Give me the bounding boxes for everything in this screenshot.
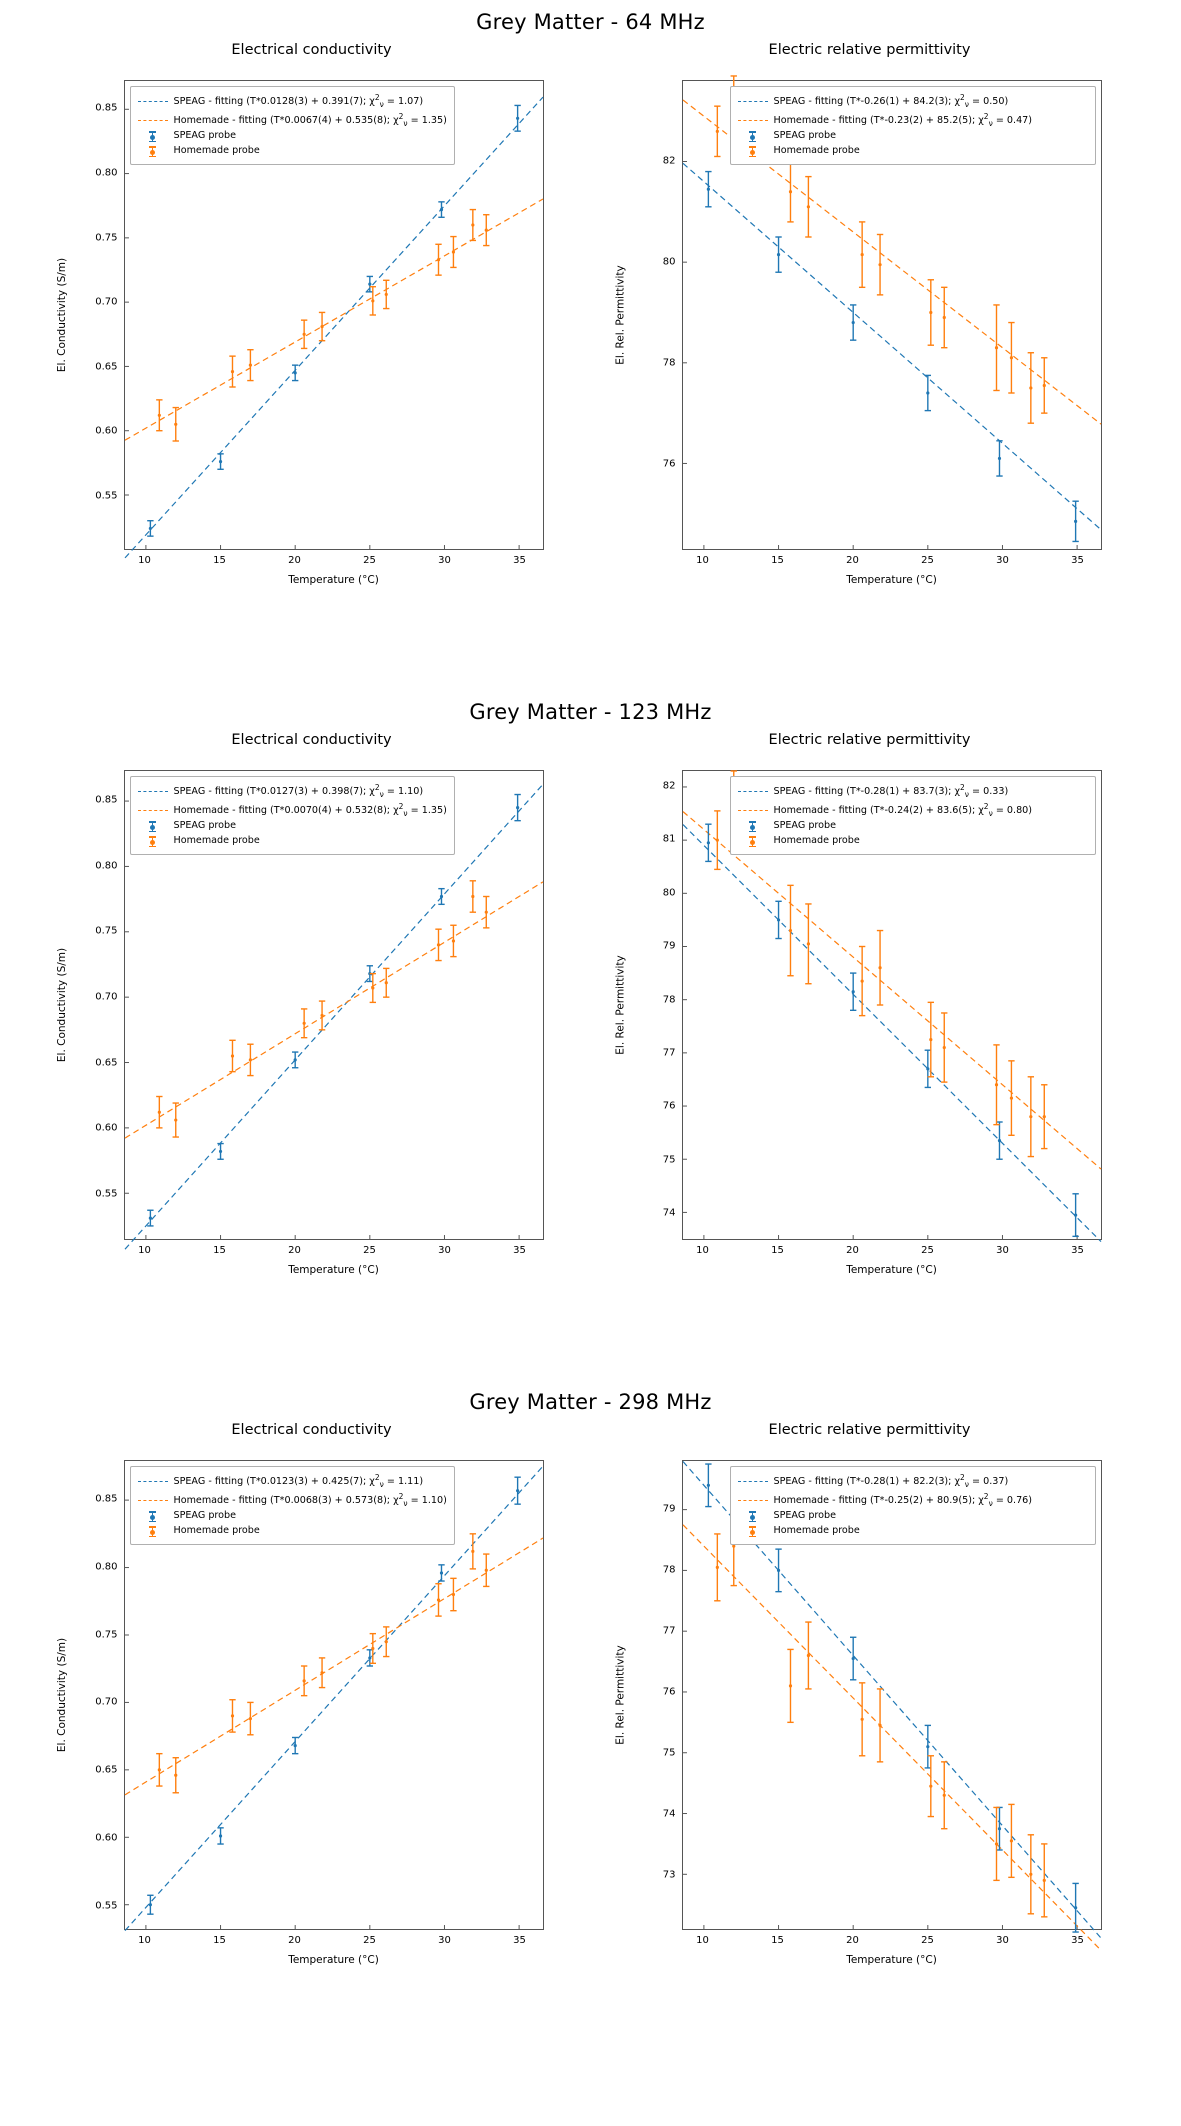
legend bbox=[730, 86, 1096, 165]
x-axis-label: Temperature (°C) bbox=[846, 1264, 937, 1276]
error-bar-point bbox=[450, 237, 456, 268]
error-bar-point bbox=[383, 1627, 389, 1657]
x-tick-label: 15 bbox=[213, 1935, 226, 1946]
chart-panel bbox=[610, 730, 1130, 1330]
x-tick-label: 15 bbox=[213, 1245, 226, 1256]
legend-errorbar-icon bbox=[138, 1526, 168, 1537]
legend-label: SPEAG probe bbox=[773, 130, 836, 142]
error-bar-point bbox=[714, 1534, 720, 1601]
legend-entry bbox=[138, 782, 447, 801]
error-bar-point bbox=[435, 244, 441, 275]
fit-line bbox=[125, 199, 543, 440]
error-bar-point bbox=[229, 1700, 235, 1732]
y-tick-label: 82 bbox=[662, 155, 676, 167]
y-tick-label: 73 bbox=[662, 1869, 676, 1881]
error-bar-point bbox=[941, 1762, 947, 1829]
panel-title: Electrical conductivity bbox=[231, 42, 392, 58]
error-bar-point bbox=[714, 106, 720, 156]
legend-dashed-line-icon bbox=[738, 805, 768, 816]
y-tick-label: 80 bbox=[662, 256, 676, 268]
fit-line bbox=[125, 1538, 543, 1795]
x-tick-label: 35 bbox=[1071, 1245, 1084, 1256]
error-bar-point bbox=[217, 454, 223, 469]
legend-label: Homemade - fitting (T*-0.23(2) + 85.2(5); $\chi^2_\nu = 0.47$) bbox=[773, 111, 1033, 128]
legend-dashed-line-icon bbox=[138, 786, 168, 797]
error-bar-point bbox=[483, 1554, 489, 1586]
legend-entry bbox=[738, 1524, 1088, 1539]
y-tick-label: 0.70 bbox=[95, 296, 118, 308]
error-bar-point bbox=[172, 1103, 178, 1137]
legend-entry bbox=[738, 1472, 1088, 1491]
plot-area bbox=[610, 756, 1130, 1316]
y-tick-label: 0.80 bbox=[95, 1561, 118, 1573]
x-tick-label: 30 bbox=[438, 1245, 451, 1256]
legend-errorbar-icon bbox=[738, 821, 768, 832]
y-tick-label: 0.70 bbox=[95, 991, 118, 1003]
error-bar-point bbox=[469, 881, 475, 912]
legend-errorbar-icon bbox=[138, 146, 168, 157]
legend-errorbar-icon bbox=[738, 1511, 768, 1522]
legend-errorbar-icon bbox=[138, 1511, 168, 1522]
error-bar-point bbox=[876, 234, 882, 294]
legend-label: SPEAG - fitting (T*-0.28(1) + 82.2(3); $\chi^2_\nu = 0.37$) bbox=[773, 1473, 1009, 1490]
legend-entry bbox=[138, 144, 447, 159]
y-tick-label: 80 bbox=[662, 887, 676, 899]
error-bar-point bbox=[469, 1534, 475, 1569]
legend-dashed-line-icon bbox=[138, 115, 168, 126]
error-bar-point bbox=[300, 1009, 306, 1038]
y-tick-label: 75 bbox=[662, 1747, 676, 1759]
x-tick-label: 25 bbox=[363, 1935, 376, 1946]
panel-title: Electric relative permittivity bbox=[768, 42, 971, 58]
x-tick-label: 10 bbox=[138, 1245, 151, 1256]
error-bar-point bbox=[941, 1013, 947, 1082]
chart-panel bbox=[52, 1420, 572, 2020]
y-tick-label: 0.85 bbox=[95, 102, 118, 114]
plot-area bbox=[610, 66, 1130, 626]
error-bar-point bbox=[247, 350, 253, 381]
error-bar-point bbox=[172, 408, 178, 441]
legend-entry bbox=[738, 782, 1088, 801]
error-bar-point bbox=[1072, 1194, 1078, 1237]
error-bar-point bbox=[924, 1050, 930, 1087]
x-axis-label: Temperature (°C) bbox=[846, 1954, 937, 1966]
error-bar-point bbox=[450, 925, 456, 956]
legend-errorbar-icon bbox=[138, 131, 168, 142]
y-tick-label: 0.85 bbox=[95, 794, 118, 806]
legend-entry bbox=[138, 834, 447, 849]
fit-line bbox=[683, 163, 1101, 529]
error-bar-point bbox=[147, 521, 153, 536]
error-bar-point bbox=[469, 210, 475, 241]
legend-dashed-line-icon bbox=[138, 1476, 168, 1487]
legend-entry bbox=[138, 1491, 447, 1510]
error-bar-point bbox=[927, 1756, 933, 1817]
legend-entry bbox=[738, 92, 1088, 111]
error-bar-point bbox=[156, 1754, 162, 1786]
fit-line bbox=[683, 825, 1101, 1242]
figure-block bbox=[0, 1380, 1181, 2070]
error-bar-point bbox=[514, 795, 520, 821]
y-tick-label: 78 bbox=[662, 1564, 676, 1576]
x-tick-label: 20 bbox=[288, 1245, 301, 1256]
error-bar-point bbox=[1041, 358, 1047, 413]
y-tick-label: 0.60 bbox=[95, 1122, 118, 1134]
error-bar-point bbox=[941, 287, 947, 347]
error-bar-point bbox=[993, 305, 999, 391]
x-tick-label: 10 bbox=[696, 1245, 709, 1256]
figure-suptitle: Grey Matter - 123 MHz bbox=[469, 700, 712, 724]
legend-label: Homemade - fitting (T*0.0068(3) + 0.573(8); $\chi^2_\nu = 1.10$) bbox=[173, 1491, 447, 1508]
error-bar-point bbox=[927, 280, 933, 345]
legend-label: Homemade probe bbox=[773, 145, 860, 157]
legend-label: SPEAG - fitting (T*-0.28(1) + 83.7(3); $\chi^2_\nu = 0.33$) bbox=[773, 783, 1009, 800]
y-tick-label: 75 bbox=[662, 1154, 676, 1166]
fit-line bbox=[125, 97, 543, 558]
error-bar-point bbox=[996, 1122, 1002, 1159]
legend-label: SPEAG probe bbox=[173, 820, 236, 832]
x-tick-label: 20 bbox=[846, 555, 859, 566]
y-tick-label: 0.75 bbox=[95, 925, 118, 937]
legend bbox=[130, 86, 455, 165]
legend bbox=[130, 776, 455, 855]
y-tick-label: 77 bbox=[662, 1047, 676, 1059]
legend-entry bbox=[738, 801, 1088, 820]
error-bar-point bbox=[1008, 1061, 1014, 1135]
x-axis-label: Temperature (°C) bbox=[288, 1264, 379, 1276]
panel-row bbox=[0, 40, 1181, 640]
y-tick-label: 81 bbox=[662, 833, 676, 845]
error-bar-point bbox=[318, 312, 324, 340]
legend-entry bbox=[738, 1509, 1088, 1524]
x-tick-label: 15 bbox=[771, 1935, 784, 1946]
legend-label: Homemade probe bbox=[773, 1525, 860, 1537]
chart-panel bbox=[52, 40, 572, 640]
legend-errorbar-icon bbox=[738, 836, 768, 847]
legend-dashed-line-icon bbox=[738, 115, 768, 126]
legend-dashed-line-icon bbox=[738, 786, 768, 797]
x-tick-label: 25 bbox=[921, 1935, 934, 1946]
error-bar-point bbox=[805, 177, 811, 237]
y-tick-label: 0.85 bbox=[95, 1493, 118, 1505]
legend-entry bbox=[138, 92, 447, 111]
error-bar-point bbox=[438, 889, 444, 905]
x-tick-label: 20 bbox=[288, 1935, 301, 1946]
legend-entry bbox=[738, 144, 1088, 159]
y-tick-label: 0.55 bbox=[95, 1900, 118, 1912]
y-tick-label: 76 bbox=[662, 1100, 676, 1112]
legend-dashed-line-icon bbox=[738, 1495, 768, 1506]
plot-area bbox=[52, 756, 572, 1316]
plot-area bbox=[52, 66, 572, 626]
panel-title: Electric relative permittivity bbox=[768, 732, 971, 748]
x-tick-label: 25 bbox=[363, 1245, 376, 1256]
error-bar-point bbox=[369, 287, 375, 315]
legend-label: SPEAG probe bbox=[773, 1510, 836, 1522]
y-tick-label: 0.60 bbox=[95, 1832, 118, 1844]
legend-label: SPEAG probe bbox=[773, 820, 836, 832]
error-bar-point bbox=[435, 1584, 441, 1616]
legend-dashed-line-icon bbox=[138, 1495, 168, 1506]
error-bar-point bbox=[292, 1052, 298, 1068]
x-axis-label: Temperature (°C) bbox=[846, 574, 937, 586]
legend-entry bbox=[738, 1491, 1088, 1510]
legend-label: SPEAG probe bbox=[173, 1510, 236, 1522]
y-tick-label: 0.75 bbox=[95, 232, 118, 244]
error-bar-point bbox=[705, 1464, 711, 1507]
error-bar-point bbox=[292, 1737, 298, 1753]
x-tick-label: 20 bbox=[846, 1245, 859, 1256]
error-bar-point bbox=[787, 162, 793, 222]
error-bar-point bbox=[993, 1045, 999, 1125]
panel-row bbox=[0, 730, 1181, 1330]
legend-dashed-line-icon bbox=[138, 96, 168, 107]
y-tick-label: 0.65 bbox=[95, 1057, 118, 1069]
y-axis-label: El. Conductivity (S/m) bbox=[56, 257, 69, 373]
legend bbox=[730, 776, 1096, 855]
error-bar-point bbox=[1027, 1835, 1033, 1914]
fit-line bbox=[683, 812, 1101, 1169]
x-tick-label: 30 bbox=[996, 555, 1009, 566]
legend-entry bbox=[138, 801, 447, 820]
error-bar-point bbox=[156, 400, 162, 431]
y-axis-label: El. Rel. Permittivity bbox=[614, 1645, 627, 1745]
error-bar-point bbox=[217, 1144, 223, 1160]
error-bar-point bbox=[996, 441, 1002, 476]
error-bar-point bbox=[775, 901, 781, 938]
x-axis-label: Temperature (°C) bbox=[288, 574, 379, 586]
error-bar-point bbox=[927, 1002, 933, 1076]
y-tick-label: 74 bbox=[662, 1207, 676, 1219]
error-bar-point bbox=[1072, 501, 1078, 541]
figure-block bbox=[0, 0, 1181, 690]
error-bar-point bbox=[229, 356, 235, 387]
x-tick-label: 35 bbox=[513, 1935, 526, 1946]
error-bar-point bbox=[300, 320, 306, 348]
legend-entry bbox=[138, 111, 447, 130]
x-tick-label: 20 bbox=[846, 1935, 859, 1946]
error-bar-point bbox=[858, 1683, 864, 1756]
legend-entry bbox=[738, 819, 1088, 834]
x-tick-label: 25 bbox=[921, 555, 934, 566]
x-tick-label: 10 bbox=[696, 1935, 709, 1946]
x-tick-label: 25 bbox=[921, 1245, 934, 1256]
error-bar-point bbox=[383, 968, 389, 997]
y-tick-label: 0.60 bbox=[95, 425, 118, 437]
error-bar-point bbox=[876, 1689, 882, 1762]
x-axis-label: Temperature (°C) bbox=[288, 1954, 379, 1966]
legend-errorbar-icon bbox=[138, 836, 168, 847]
x-tick-label: 35 bbox=[1071, 1935, 1084, 1946]
y-tick-label: 0.70 bbox=[95, 1696, 118, 1708]
error-bar-point bbox=[705, 172, 711, 207]
y-tick-label: 78 bbox=[662, 994, 676, 1006]
legend-label: Homemade probe bbox=[173, 145, 260, 157]
error-bar-point bbox=[924, 1725, 930, 1768]
figure-suptitle: Grey Matter - 298 MHz bbox=[469, 1390, 712, 1414]
figure-suptitle: Grey Matter - 64 MHz bbox=[476, 10, 705, 34]
legend-dashed-line-icon bbox=[738, 96, 768, 107]
y-tick-label: 76 bbox=[662, 1686, 676, 1698]
legend-entry bbox=[138, 1524, 447, 1539]
legend-errorbar-icon bbox=[738, 146, 768, 157]
error-bar-point bbox=[775, 237, 781, 272]
error-bar-point bbox=[1008, 323, 1014, 393]
legend-label: Homemade - fitting (T*-0.24(2) + 83.6(5); $\chi^2_\nu = 0.80$) bbox=[773, 801, 1033, 818]
x-tick-label: 35 bbox=[513, 1245, 526, 1256]
error-bar-point bbox=[514, 1477, 520, 1504]
fit-line bbox=[125, 882, 543, 1138]
panel-title: Electrical conductivity bbox=[231, 1422, 392, 1438]
legend-entry bbox=[738, 834, 1088, 849]
y-tick-label: 74 bbox=[662, 1808, 676, 1820]
panel-title: Electric relative permittivity bbox=[768, 1422, 971, 1438]
error-bar-point bbox=[876, 931, 882, 1005]
legend-label: SPEAG - fitting (T*0.0123(3) + 0.425(7); $\chi^2_\nu = 1.11$) bbox=[173, 1473, 424, 1490]
x-tick-label: 35 bbox=[1071, 555, 1084, 566]
error-bar-point bbox=[705, 824, 711, 861]
x-tick-label: 25 bbox=[363, 555, 376, 566]
legend-entry bbox=[138, 129, 447, 144]
y-tick-label: 82 bbox=[662, 780, 676, 792]
x-tick-label: 30 bbox=[438, 555, 451, 566]
legend bbox=[730, 1466, 1096, 1545]
fit-line bbox=[683, 1525, 1101, 1950]
error-bar-point bbox=[383, 280, 389, 308]
y-tick-label: 0.80 bbox=[95, 167, 118, 179]
y-tick-label: 0.55 bbox=[95, 1188, 118, 1200]
error-bar-point bbox=[775, 1549, 781, 1592]
legend-entry bbox=[138, 1472, 447, 1491]
panel-title: Electrical conductivity bbox=[231, 732, 392, 748]
x-tick-label: 30 bbox=[438, 1935, 451, 1946]
legend-label: Homemade - fitting (T*-0.25(2) + 80.9(5); $\chi^2_\nu = 0.76$) bbox=[773, 1491, 1033, 1508]
legend-label: SPEAG - fitting (T*0.0128(3) + 0.391(7); $\chi^2_\nu = 1.07$) bbox=[173, 93, 424, 110]
error-bar-point bbox=[805, 904, 811, 984]
plot-area bbox=[52, 1446, 572, 2006]
y-tick-label: 0.75 bbox=[95, 1629, 118, 1641]
x-tick-label: 35 bbox=[513, 555, 526, 566]
x-tick-label: 10 bbox=[696, 555, 709, 566]
x-tick-label: 30 bbox=[996, 1935, 1009, 1946]
x-tick-label: 15 bbox=[771, 555, 784, 566]
x-tick-label: 15 bbox=[771, 1245, 784, 1256]
y-tick-label: 0.65 bbox=[95, 1764, 118, 1776]
y-tick-label: 77 bbox=[662, 1625, 676, 1637]
plot-area bbox=[610, 1446, 1130, 2006]
legend-label: SPEAG probe bbox=[173, 130, 236, 142]
y-tick-label: 76 bbox=[662, 458, 676, 470]
y-axis-label: El. Rel. Permittivity bbox=[614, 955, 627, 1055]
legend-dashed-line-icon bbox=[738, 1476, 768, 1487]
y-axis-label: El. Rel. Permittivity bbox=[614, 265, 627, 365]
legend-entry bbox=[138, 1509, 447, 1524]
error-bar-point bbox=[229, 1040, 235, 1071]
x-tick-label: 15 bbox=[213, 555, 226, 566]
error-bar-point bbox=[217, 1828, 223, 1844]
error-bar-point bbox=[858, 222, 864, 287]
y-tick-label: 79 bbox=[662, 1503, 676, 1515]
error-bar-point bbox=[438, 1565, 444, 1581]
y-tick-label: 0.80 bbox=[95, 860, 118, 872]
error-bar-point bbox=[993, 1807, 999, 1880]
panel-row bbox=[0, 1420, 1181, 2020]
y-tick-label: 0.65 bbox=[95, 361, 118, 373]
chart-panel bbox=[52, 730, 572, 1330]
error-bar-point bbox=[1027, 353, 1033, 423]
y-axis-label: El. Conductivity (S/m) bbox=[56, 1637, 69, 1753]
figure-block bbox=[0, 690, 1181, 1380]
error-bar-point bbox=[858, 947, 864, 1016]
legend-entry bbox=[138, 819, 447, 834]
y-tick-label: 78 bbox=[662, 357, 676, 369]
legend-errorbar-icon bbox=[138, 821, 168, 832]
error-bar-point bbox=[483, 896, 489, 927]
legend-errorbar-icon bbox=[738, 1526, 768, 1537]
error-bar-point bbox=[438, 202, 444, 217]
error-bar-point bbox=[369, 974, 375, 1003]
legend-label: Homemade probe bbox=[773, 835, 860, 847]
x-tick-label: 30 bbox=[996, 1245, 1009, 1256]
error-bar-point bbox=[1041, 1085, 1047, 1149]
error-bar-point bbox=[924, 375, 930, 410]
legend-entry bbox=[738, 129, 1088, 144]
error-bar-point bbox=[1027, 1077, 1033, 1157]
error-bar-point bbox=[787, 1649, 793, 1722]
error-bar-point bbox=[366, 276, 372, 291]
legend bbox=[130, 1466, 455, 1545]
chart-panel bbox=[610, 1420, 1130, 2020]
legend-label: Homemade probe bbox=[173, 835, 260, 847]
y-axis-label: El. Conductivity (S/m) bbox=[56, 947, 69, 1063]
legend-label: SPEAG - fitting (T*0.0127(3) + 0.398(7); $\chi^2_\nu = 1.10$) bbox=[173, 783, 424, 800]
error-bar-point bbox=[300, 1666, 306, 1696]
legend-label: Homemade - fitting (T*0.0067(4) + 0.535(8); $\chi^2_\nu = 1.35$) bbox=[173, 111, 447, 128]
error-bar-point bbox=[1008, 1804, 1014, 1877]
legend-label: Homemade probe bbox=[173, 1525, 260, 1537]
legend-errorbar-icon bbox=[738, 131, 768, 142]
legend-dashed-line-icon bbox=[138, 805, 168, 816]
error-bar-point bbox=[156, 1097, 162, 1128]
error-bar-point bbox=[850, 973, 856, 1010]
y-tick-label: 79 bbox=[662, 940, 676, 952]
x-tick-label: 10 bbox=[138, 555, 151, 566]
legend-label: Homemade - fitting (T*0.0070(4) + 0.532(8); $\chi^2_\nu = 1.35$) bbox=[173, 801, 447, 818]
x-tick-label: 10 bbox=[138, 1935, 151, 1946]
error-bar-point bbox=[1072, 1883, 1078, 1932]
legend-label: SPEAG - fitting (T*-0.26(1) + 84.2(3); $\chi^2_\nu = 0.50$) bbox=[773, 93, 1009, 110]
y-tick-label: 0.55 bbox=[95, 490, 118, 502]
error-bar-point bbox=[787, 885, 793, 975]
x-tick-label: 20 bbox=[288, 555, 301, 566]
chart-panel bbox=[610, 40, 1130, 640]
legend-entry bbox=[738, 111, 1088, 130]
error-bar-point bbox=[1041, 1844, 1047, 1917]
